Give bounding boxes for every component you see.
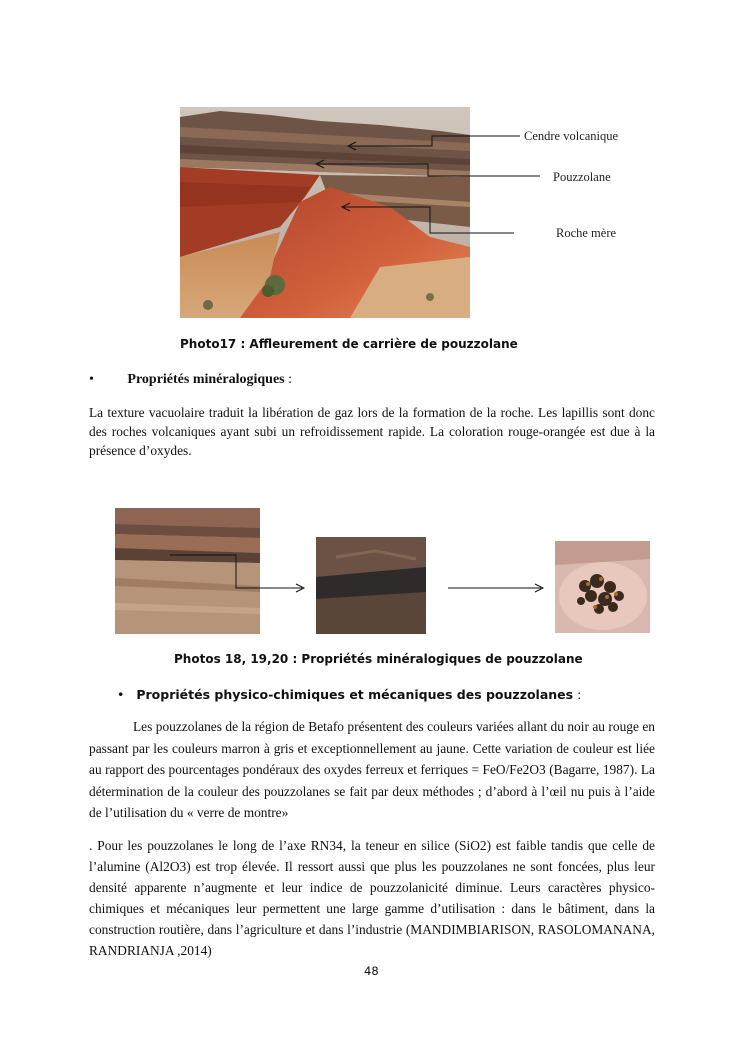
bullet: • — [117, 687, 125, 702]
section-physico-paragraph1: Les pouzzolanes de la région de Betafo présentent des couleurs variées allant du noir au rouge en passant par les couleurs marron à gris et exceptionnellement au jaune. Cette variation de couleur est liée au rapport des pourcentages pondéraux des oxydes ferreux et ferriques = FeO/Fe2O3 (Bagarre, 1987). La détermination de la couleur des pouzzolanes se fait par deux méthodes ; d’abord à l’œil nu puis à l’aide de l’utilisation du « verre de montre» — [89, 719, 655, 820]
photo17-caption: Photo17 : Affleurement de carrière de pouzzolane — [180, 337, 518, 351]
section-mineral-paragraph: La texture vacuolaire traduit la libération de gaz lors de la formation de la roche. Les lapillis sont donc des roches volcaniques ayant subi un refroidissement rapide. La coloration rouge-orangée est due à la présence d’oxydes. — [89, 405, 655, 458]
section-physico-heading — [117, 687, 581, 702]
bullet: • — [89, 372, 94, 387]
section-mineral-suffix: : — [284, 372, 293, 387]
section-physico-suffix: : — [573, 687, 582, 702]
section-physico-title: Propriétés physico-chimiques et mécaniques des pouzzolanes — [136, 687, 574, 702]
label-roche-mere: Roche mère — [556, 226, 617, 240]
label-pouzzolane: Pouzzolane — [553, 170, 611, 184]
photos18-20-caption: Photos 18, 19,20 : Propriétés minéralogiques de pouzzolane — [174, 652, 583, 666]
section-physico-paragraph2: . Pour les pouzzolanes le long de l’axe RN34, la teneur en silice (SiO2) est faible tandis que celle de l’alumine (Al2O3) est trop élevée. Il ressort aussi que plus les pouzzolanes ne sont foncées, plus leur densité apparente n’augmente et leur indice de pouzzolanicité diminue. Leurs caractères physico-chimiques et mécaniques leur permettent une large gamme d’utilisation : dans le bâtiment, dans la construction routière, dans l’agriculture et dans l’industrie (MANDIMBIARISON, RASOLOMANANA, RANDRIANJA ,2014) — [89, 838, 655, 958]
page-number: 48 — [364, 964, 379, 978]
label-cendre-volcanique: Cendre volcanique — [524, 129, 619, 143]
section-mineral-title: Propriétés minéralogiques — [127, 372, 285, 387]
